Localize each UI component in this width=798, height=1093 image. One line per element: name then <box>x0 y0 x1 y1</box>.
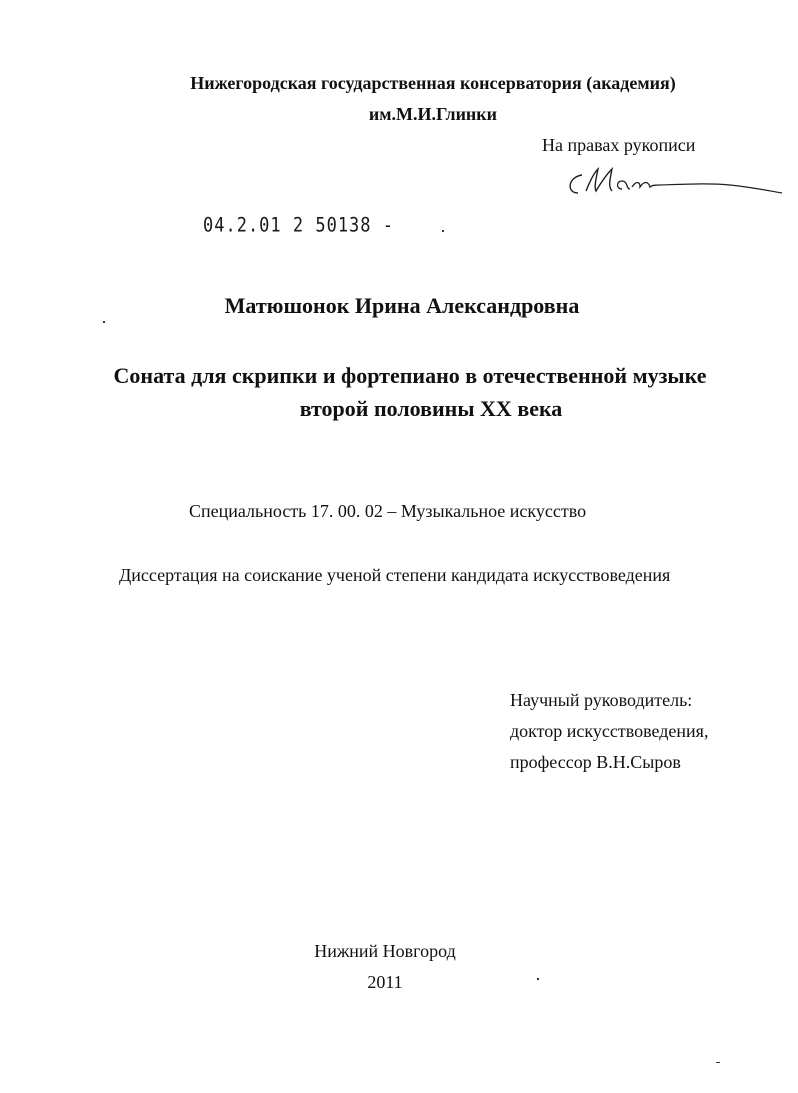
manuscript-rights-note: На правах рукописи <box>542 135 696 155</box>
registration-stamp: 04.2.01 2 50138 - <box>203 214 394 237</box>
scan-speck <box>103 321 105 323</box>
year: 2011 <box>367 972 403 992</box>
advisor-heading: Научный руководитель: <box>510 690 693 710</box>
dissertation-title-line1: Соната для скрипки и фортепиано в отечественной музыке <box>113 363 707 388</box>
author-name: Матюшонок Ирина Александровна <box>224 293 580 318</box>
scan-speck <box>442 230 444 232</box>
dissertation-degree-type: Диссертация на соискание ученой степени кандидата искусствоведения <box>119 565 671 585</box>
institution-name: Нижегородская государственная консерватория (академия) <box>190 73 676 93</box>
specialty-code: Специальность 17. 00. 02 – Музыкальное искусство <box>189 501 587 521</box>
city: Нижний Новгород <box>314 941 456 961</box>
dissertation-title-line2: второй половины XX века <box>299 396 563 421</box>
institution-namesake: им.М.И.Глинки <box>368 104 498 124</box>
scan-speck <box>716 1062 720 1063</box>
advisor-degree: доктор искусствоведения, <box>510 721 709 741</box>
advisor-name: профессор В.Н.Сыров <box>510 752 681 772</box>
handwritten-signature <box>560 163 785 213</box>
